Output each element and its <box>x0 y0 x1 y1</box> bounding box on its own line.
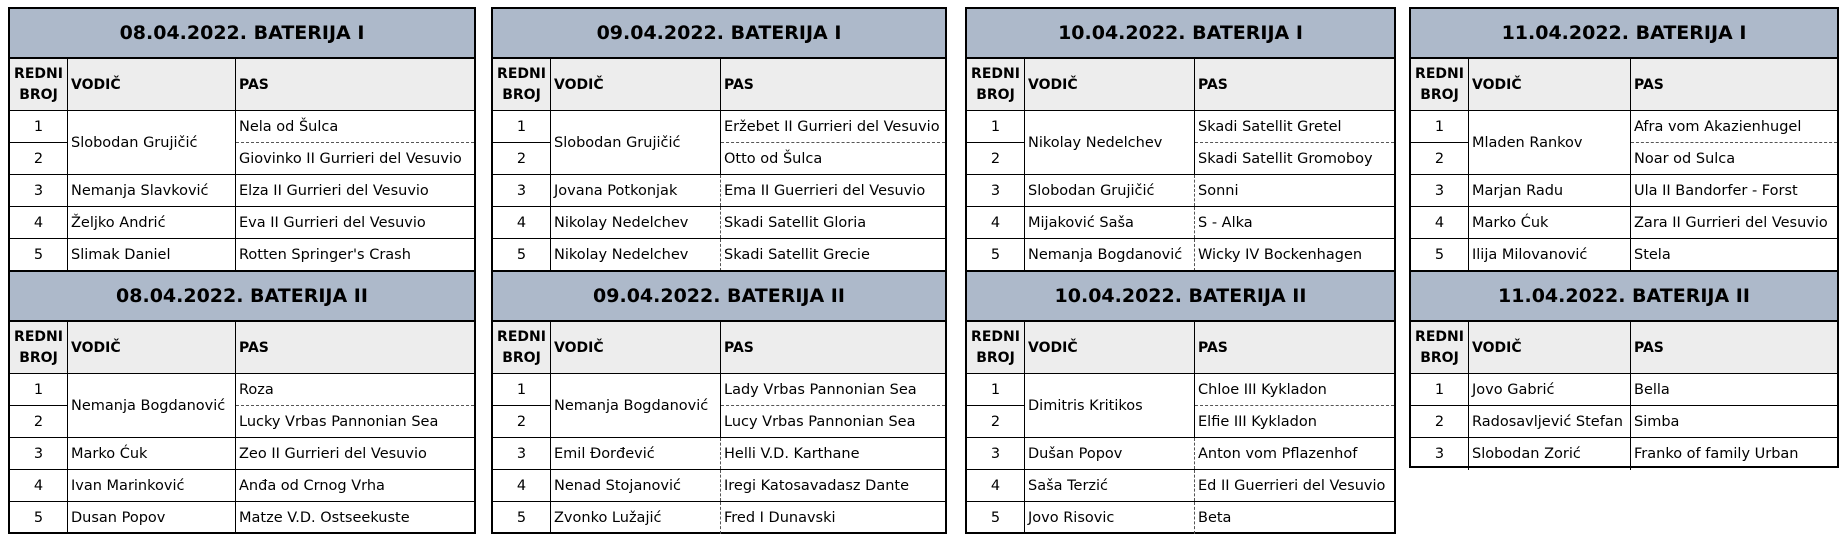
table-row <box>493 207 945 239</box>
row-number: 1 <box>1411 374 1469 405</box>
header-redni-broj: REDNI BROJ <box>967 322 1025 373</box>
table-10-04-baterija-2 <box>965 270 1396 534</box>
handler-name: Mladen Rankov <box>1469 111 1631 174</box>
table-row <box>1411 406 1837 438</box>
handler-name: Marko Ćuk <box>68 438 236 469</box>
table-row <box>1411 207 1837 239</box>
header-pas: PAS <box>239 339 269 356</box>
table-row-merged <box>967 374 1394 438</box>
table-row <box>10 239 474 271</box>
handler-name: Slimak Daniel <box>68 239 236 271</box>
header-pas: PAS <box>1634 339 1664 356</box>
handler-name: Slobodan Zorić <box>1469 438 1631 470</box>
header-pas: PAS <box>1634 76 1664 93</box>
table-row <box>10 502 474 534</box>
dog-name: Roza <box>236 374 474 406</box>
dog-name: Matze V.D. Ostseekuste <box>239 510 410 526</box>
dog-name: Ed II Guerrieri del Vesuvio <box>1198 477 1386 494</box>
row-number: 4 <box>493 207 551 238</box>
dog-name: Giovinko II Gurrieri del Vesuvio <box>239 150 462 167</box>
row-number: 2 <box>1411 406 1469 437</box>
header-row <box>10 322 474 374</box>
row-number: 4 <box>493 470 551 501</box>
dog-name: Chloe III Kykladon <box>1195 374 1394 406</box>
row-number: 2 <box>33 413 44 430</box>
table-title: 10.04.2022. BATERIJA I <box>967 9 1394 59</box>
table-title: 08.04.2022. BATERIJA I <box>10 9 474 59</box>
handler-name: Mijaković Saša <box>1025 207 1195 238</box>
table-row-merged <box>967 111 1394 175</box>
dog-name: Anton vom Pflazenhof <box>1198 445 1358 462</box>
row-number: 1 <box>967 111 1024 143</box>
header-redni-broj: REDNI BROJ <box>1411 59 1469 110</box>
header-row <box>10 59 474 111</box>
handler-name: Nemanja Slavković <box>68 175 236 206</box>
dog-name: Wicky IV Bockenhagen <box>1198 247 1363 263</box>
header-row <box>1411 59 1837 111</box>
row-number: 3 <box>10 438 68 469</box>
header-row <box>493 322 945 374</box>
table-09-04-baterija-2 <box>491 270 947 534</box>
table-row <box>1411 438 1837 470</box>
table-title: 11.04.2022. BATERIJA I <box>1411 9 1837 59</box>
header-pas: PAS <box>1198 339 1228 356</box>
header-redni-broj: REDNI BROJ <box>493 322 551 373</box>
handler-name: Jovo Gabrić <box>1469 374 1631 405</box>
table-row <box>967 470 1394 502</box>
table-title: 08.04.2022. BATERIJA II <box>10 272 474 322</box>
table-row <box>1411 175 1837 207</box>
header-vodic: VODIČ <box>68 59 236 110</box>
table-row <box>10 470 474 502</box>
table-row <box>1411 239 1837 271</box>
dog-name: Eva II Gurrieri del Vesuvio <box>239 214 426 231</box>
table-row <box>10 175 474 207</box>
row-number: 2 <box>516 150 527 167</box>
dog-name: Nela od Šulca <box>236 111 474 143</box>
row-number: 5 <box>10 502 68 534</box>
handler-name: Marjan Radu <box>1469 175 1631 206</box>
handler-name: Nikolay Nedelchev <box>551 239 721 271</box>
dog-name: Simba <box>1634 413 1680 430</box>
table-row-merged <box>10 111 474 175</box>
handler-name: Dimitris Kritikos <box>1025 374 1195 437</box>
header-pas: PAS <box>1198 76 1228 93</box>
table-row <box>967 175 1394 207</box>
header-pas: PAS <box>724 339 754 356</box>
header-row <box>967 59 1394 111</box>
header-redni-broj: REDNI BROJ <box>1411 322 1469 373</box>
handler-name: Saša Terzić <box>1025 470 1195 501</box>
table-title: 09.04.2022. BATERIJA I <box>493 9 945 59</box>
handler-name: Željko Andrić <box>68 207 236 238</box>
dog-name: S - Alka <box>1198 214 1253 231</box>
handler-name: Marko Ćuk <box>1469 207 1631 238</box>
row-number: 5 <box>967 239 1025 271</box>
dog-name: Iregi Katosavadasz Dante <box>724 477 909 494</box>
row-number: 2 <box>33 150 44 167</box>
dog-name: Franko of family Urban <box>1634 446 1799 462</box>
row-number: 5 <box>1411 239 1469 271</box>
handler-name: Nemanja Bogdanović <box>551 374 721 437</box>
dog-name: Elfie III Kykladon <box>1198 413 1317 430</box>
handler-name: Dušan Popov <box>1025 438 1195 469</box>
header-vodic: VODIČ <box>551 59 721 110</box>
handler-name: Nikolay Nedelchev <box>1025 111 1195 174</box>
table-row <box>967 239 1394 271</box>
row-number: 5 <box>493 239 551 271</box>
dog-name: Skadi Satellit Gloria <box>724 214 867 231</box>
row-number: 1 <box>493 111 550 143</box>
header-vodic: VODIČ <box>1469 59 1631 110</box>
row-number: 3 <box>10 175 68 206</box>
header-vodic: VODIČ <box>1469 322 1631 373</box>
table-row <box>493 175 945 207</box>
table-08-04-baterija-2 <box>8 270 476 534</box>
handler-name: Jovana Potkonjak <box>551 175 721 206</box>
dog-name: Sonni <box>1198 182 1239 199</box>
handler-name: Slobodan Grujičić <box>551 111 721 174</box>
header-vodic: VODIČ <box>551 322 721 373</box>
row-number: 2 <box>990 413 1001 430</box>
dog-name: Bella <box>1634 381 1670 398</box>
handler-name: Nemanja Bogdanović <box>1025 239 1195 271</box>
table-row <box>493 438 945 470</box>
table-row <box>1411 374 1837 406</box>
table-row <box>10 207 474 239</box>
row-number: 1 <box>10 111 67 143</box>
handler-name: Ilija Milovanović <box>1469 239 1631 271</box>
table-row-merged <box>1411 111 1837 175</box>
header-redni-broj: REDNI BROJ <box>967 59 1025 110</box>
row-number: 5 <box>967 502 1025 534</box>
table-row <box>967 438 1394 470</box>
header-row <box>1411 322 1837 374</box>
row-number: 1 <box>493 374 550 406</box>
handler-name: Radosavljević Stefan <box>1469 406 1631 437</box>
row-number: 4 <box>10 470 68 501</box>
handler-name: Slobodan Grujičić <box>1025 175 1195 206</box>
dog-name: Noar od Sulca <box>1634 150 1736 167</box>
handler-name: Emil Đorđević <box>551 438 721 469</box>
row-number: 2 <box>990 150 1001 167</box>
header-pas: PAS <box>239 76 269 93</box>
table-10-04-baterija-1 <box>965 7 1396 272</box>
dog-name: Afra vom Akazienhugel <box>1631 111 1837 143</box>
dog-name: Helli V.D. Karthane <box>724 445 860 462</box>
table-row-merged <box>493 111 945 175</box>
table-09-04-baterija-1 <box>491 7 947 272</box>
header-redni-broj: REDNI BROJ <box>10 59 68 110</box>
dog-name: Zara II Gurrieri del Vesuvio <box>1634 214 1828 231</box>
row-number: 5 <box>10 239 68 271</box>
dog-name: Lucky Vrbas Pannonian Sea <box>239 413 439 430</box>
dog-name: Stela <box>1634 247 1671 263</box>
header-row <box>493 59 945 111</box>
header-pas: PAS <box>724 76 754 93</box>
handler-name: Nikolay Nedelchev <box>551 207 721 238</box>
handler-name: Nenad Stojanović <box>551 470 721 501</box>
row-number: 3 <box>493 438 551 469</box>
handler-name: Nemanja Bogdanović <box>68 374 236 437</box>
header-redni-broj: REDNI BROJ <box>493 59 551 110</box>
handler-name: Slobodan Grujičić <box>68 111 236 174</box>
handler-name: Jovo Risovic <box>1025 502 1195 534</box>
row-number: 2 <box>516 413 527 430</box>
dog-name: Lady Vrbas Pannonian Sea <box>721 374 945 406</box>
table-row-merged <box>10 374 474 438</box>
table-row-merged <box>493 374 945 438</box>
header-redni-broj: REDNI BROJ <box>10 322 68 373</box>
header-vodic: VODIČ <box>1025 59 1195 110</box>
table-title: 11.04.2022. BATERIJA II <box>1411 272 1837 322</box>
dog-name: Otto od Šulca <box>724 150 823 167</box>
dog-name: Zeo II Gurrieri del Vesuvio <box>239 445 427 462</box>
row-number: 3 <box>1411 175 1469 206</box>
dog-name: Lucy Vrbas Pannonian Sea <box>724 413 916 430</box>
handler-name: Dusan Popov <box>68 502 236 534</box>
table-row <box>10 438 474 470</box>
table-title: 10.04.2022. BATERIJA II <box>967 272 1394 322</box>
dog-name: Elza II Gurrieri del Vesuvio <box>239 182 429 199</box>
row-number: 3 <box>967 175 1025 206</box>
row-number: 4 <box>967 470 1025 501</box>
table-row <box>493 502 945 534</box>
table-row <box>493 239 945 271</box>
dog-name: Anđa od Crnog Vrha <box>239 477 385 494</box>
header-vodic: VODIČ <box>68 322 236 373</box>
handler-name: Ivan Marinković <box>68 470 236 501</box>
row-number: 1 <box>967 374 1024 406</box>
dog-name: Ula II Bandorfer - Forst <box>1634 182 1798 199</box>
row-number: 3 <box>493 175 551 206</box>
row-number: 1 <box>10 374 67 406</box>
table-row <box>967 207 1394 239</box>
dog-name: Skadi Satellit Gretel <box>1195 111 1394 143</box>
row-number: 2 <box>1434 150 1445 167</box>
dog-name: Skadi Satellit Gromoboy <box>1198 150 1373 167</box>
table-11-04-baterija-2 <box>1409 270 1839 468</box>
row-number: 3 <box>1411 438 1469 470</box>
dog-name: Ema II Guerrieri del Vesuvio <box>724 182 926 199</box>
table-title: 09.04.2022. BATERIJA II <box>493 272 945 322</box>
row-number: 4 <box>967 207 1025 238</box>
row-number: 5 <box>493 502 551 534</box>
dog-name: Rotten Springer's Crash <box>239 247 411 263</box>
table-row <box>493 470 945 502</box>
row-number: 4 <box>10 207 68 238</box>
row-number: 4 <box>1411 207 1469 238</box>
header-row <box>967 322 1394 374</box>
table-08-04-baterija-1 <box>8 7 476 272</box>
dog-name: Beta <box>1198 510 1232 526</box>
table-row <box>967 502 1394 534</box>
dog-name: Skadi Satellit Grecie <box>724 247 870 263</box>
dog-name: Eržebet II Gurrieri del Vesuvio <box>721 111 945 143</box>
row-number: 3 <box>967 438 1025 469</box>
header-vodic: VODIČ <box>1025 322 1195 373</box>
table-11-04-baterija-1 <box>1409 7 1839 272</box>
row-number: 1 <box>1411 111 1468 143</box>
dog-name: Fred I Dunavski <box>724 510 836 526</box>
handler-name: Zvonko Lužajić <box>551 502 721 534</box>
